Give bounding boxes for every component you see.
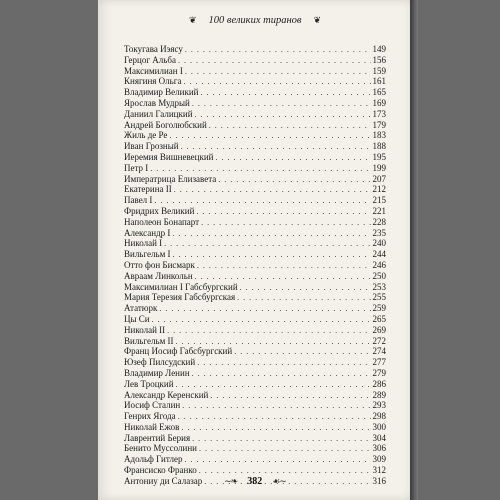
- left-ornament-icon: ❦: [188, 14, 197, 25]
- toc-leader-dots: [173, 250, 371, 261]
- toc-entry: [124, 44, 386, 55]
- toc-entry: [124, 346, 386, 357]
- toc-entry: [124, 174, 386, 185]
- toc-entry: [124, 66, 386, 77]
- toc-entry-name: Максимилиан I Габсбургский: [124, 281, 238, 292]
- toc-entry-page: 169: [372, 97, 386, 108]
- footer-right-ornament-icon: ☙∼: [272, 475, 286, 486]
- toc-entry: [124, 282, 386, 293]
- toc-entry: [124, 120, 386, 131]
- toc-leader-dots: [210, 391, 370, 402]
- page-footer: [98, 472, 412, 488]
- toc-leader-dots: [152, 315, 371, 326]
- toc-leader-dots: [192, 99, 371, 110]
- toc-entry-page: 235: [372, 227, 386, 238]
- toc-entry-page: 207: [372, 173, 386, 184]
- toc-entry-page: 298: [372, 411, 386, 422]
- toc-leader-dots: [185, 455, 371, 466]
- toc-entry-name: Княгиня Ольга: [124, 76, 182, 87]
- toc-entry-name: Лев Троцкий: [124, 378, 174, 389]
- toc-entry-page: 228: [372, 216, 386, 227]
- toc-entry-page: 253: [372, 281, 386, 292]
- toc-entry-page: 306: [372, 443, 386, 454]
- toc-leader-dots: [172, 229, 370, 240]
- toc-entry-page: 149: [372, 44, 386, 54]
- toc-entry-page: 289: [372, 389, 386, 400]
- toc-entry-page: 279: [372, 367, 386, 378]
- toc-entry-page: 215: [372, 195, 386, 206]
- toc-leader-dots: [182, 401, 370, 412]
- toc-entry-page: 293: [372, 400, 386, 411]
- toc-entry: [124, 271, 386, 282]
- toc-leader-dots: [185, 45, 371, 56]
- toc-entry-page: 156: [372, 54, 386, 65]
- toc-entry-name: Максимилиан I: [124, 65, 183, 76]
- toc-entry-name: Николай II: [124, 324, 166, 335]
- toc-entry-name: Императрица Елизавета: [124, 173, 217, 184]
- running-header-title: 100 великих тиранов: [208, 14, 302, 26]
- book-page: [98, 0, 412, 500]
- toc-entry-name: Александр Керенский: [124, 389, 209, 400]
- toc-entry-name: Генрих Ягода: [124, 411, 176, 422]
- toc-entry-name: Герцог Альба: [124, 54, 176, 65]
- toc-entry: [124, 98, 386, 109]
- toc-entry-page: 250: [372, 270, 386, 281]
- footer-left-ornament-icon: ∼❧: [224, 475, 238, 486]
- toc-leader-dots: [192, 369, 371, 380]
- toc-entry-name: Вильгельм I: [124, 249, 171, 260]
- toc-entry: [124, 411, 386, 422]
- toc-entry-name: Жиль де Ре: [124, 130, 168, 141]
- toc-entry-page: 272: [372, 335, 386, 346]
- toc-entry-name: Ярослав Мудрый: [124, 97, 190, 108]
- toc-leader-dots: [178, 412, 371, 423]
- toc-entry: [124, 443, 386, 454]
- toc-entry-page: 183: [372, 130, 386, 141]
- page-edge-shadow: [410, 0, 418, 500]
- toc-leader-dots: [218, 175, 370, 186]
- toc-entry-page: 221: [372, 205, 386, 216]
- toc-entry: [124, 152, 386, 163]
- toc-entry-name: Юзеф Пилсудский: [124, 357, 196, 368]
- toc-entry-page: 312: [372, 465, 386, 476]
- toc-entry-name: Владимир Ленин: [124, 367, 190, 378]
- toc-entry: [124, 357, 386, 368]
- toc-leader-dots: [185, 67, 371, 78]
- toc-entry-page: 265: [372, 313, 386, 324]
- toc-entry-name: Франц Иосиф Габсбургский: [124, 346, 233, 357]
- toc-entry-name: Иосиф Сталин: [124, 400, 181, 411]
- toc-leader-dots: [178, 56, 371, 67]
- toc-entry-page: 300: [372, 421, 386, 432]
- toc-leader-dots: [237, 293, 370, 304]
- toc-entry-name: Екатерина II: [124, 184, 172, 195]
- toc-entry: [124, 195, 386, 206]
- toc-leader-dots: [240, 283, 371, 294]
- toc-entry: [124, 109, 386, 120]
- toc-entry-page: 212: [372, 184, 386, 195]
- toc-entry: [124, 292, 386, 303]
- toc-leader-dots: [199, 444, 371, 455]
- toc-entry-page: 286: [372, 378, 386, 389]
- toc-entry-page: 195: [372, 151, 386, 162]
- toc-leader-dots: [234, 347, 370, 358]
- toc-leader-dots: [196, 207, 370, 218]
- toc-entry: [124, 55, 386, 66]
- table-of-contents: [124, 44, 386, 487]
- toc-entry-page: 173: [372, 108, 386, 119]
- toc-leader-dots: [183, 77, 370, 88]
- toc-entry: [124, 76, 386, 87]
- toc-entry-page: 165: [372, 87, 386, 98]
- toc-entry-name: Петр I: [124, 162, 149, 173]
- toc-entry-name: Вильгельм II: [124, 335, 174, 346]
- toc-entry-page: 309: [372, 454, 386, 465]
- toc-entry-name: Владимир Великий: [124, 87, 199, 98]
- toc-entry: [124, 433, 386, 444]
- toc-entry-page: 269: [372, 324, 386, 335]
- toc-entry-page: 316: [372, 475, 386, 486]
- toc-entry-page: 246: [372, 259, 386, 270]
- toc-entry-name: Адольф Гитлер: [124, 454, 183, 465]
- toc-entry-name: Мария Терезия Габсбургская: [124, 292, 236, 303]
- toc-entry: [124, 163, 386, 174]
- toc-entry-name: Ататюрк: [124, 303, 158, 314]
- toc-entry: [124, 303, 386, 314]
- toc-entry-name: Фридрих Великий: [124, 205, 195, 216]
- toc-entry: [124, 228, 386, 239]
- toc-entry-name: Александр I: [124, 227, 171, 238]
- toc-entry: [124, 260, 386, 271]
- toc-leader-dots: [197, 261, 371, 272]
- toc-entry-name: Франсиско Франко: [124, 465, 197, 476]
- toc-leader-dots: [201, 218, 370, 229]
- toc-entry: [124, 336, 386, 347]
- toc-entry: [124, 238, 386, 249]
- toc-entry-page: 277: [372, 357, 386, 368]
- toc-leader-dots: [197, 358, 370, 369]
- toc-entry-name: Николай Ежов: [124, 421, 180, 432]
- toc-entry-page: 255: [372, 292, 386, 303]
- page-number: 382: [247, 475, 263, 487]
- toc-leader-dots: [159, 304, 370, 315]
- toc-entry-name: Токугава Иэясу: [124, 44, 183, 54]
- toc-entry: [124, 368, 386, 379]
- toc-leader-dots: [169, 131, 370, 142]
- toc-entry: [124, 184, 386, 195]
- toc-entry-page: 244: [372, 249, 386, 260]
- toc-entry-name: Иван Грозный: [124, 141, 179, 152]
- toc-leader-dots: [164, 239, 370, 250]
- toc-entry-name: Бенито Муссолини: [124, 443, 197, 454]
- toc-leader-dots: [195, 110, 371, 121]
- toc-entry: [124, 206, 386, 217]
- toc-entry: [124, 87, 386, 98]
- toc-entry: [124, 454, 386, 465]
- toc-entry-name: Антониу ди Салазар: [124, 475, 203, 486]
- toc-entry-name: Иеремия Вишневецкий: [124, 151, 214, 162]
- toc-entry: [124, 400, 386, 411]
- toc-leader-dots: [181, 423, 370, 434]
- toc-entry-page: 240: [372, 238, 386, 249]
- toc-entry-page: 179: [372, 119, 386, 130]
- toc-entry-name: Андрей Боголюбский: [124, 119, 207, 130]
- toc-entry: [124, 141, 386, 152]
- toc-entry-name: Наполеон Бонапарт: [124, 216, 200, 227]
- toc-entry-page: 161: [372, 76, 386, 87]
- running-header: [98, 11, 412, 27]
- toc-entry-name: Лаврентий Берия: [124, 432, 191, 443]
- toc-entry-name: Авраам Линкольн: [124, 270, 193, 281]
- toc-entry: [124, 325, 386, 336]
- toc-leader-dots: [215, 153, 370, 164]
- toc-leader-dots: [167, 326, 370, 337]
- right-ornament-icon: ❦: [313, 14, 322, 25]
- toc-entry-page: 188: [372, 141, 386, 152]
- toc-entry-page: 304: [372, 432, 386, 443]
- toc-entry-page: 259: [372, 303, 386, 314]
- toc-leader-dots: [200, 88, 370, 99]
- toc-entry-name: Отто фон Бисмарк: [124, 259, 195, 270]
- toc-entry: [124, 249, 386, 260]
- toc-leader-dots: [209, 121, 371, 132]
- toc-entry-page: 274: [372, 346, 386, 357]
- toc-entry-name: Цы Си: [124, 313, 150, 324]
- toc-entry: [124, 390, 386, 401]
- toc-entry: [124, 314, 386, 325]
- toc-entry-name: Павел I: [124, 195, 153, 206]
- toc-entry-page: 159: [372, 65, 386, 76]
- toc-entry-name: Николай I: [124, 238, 163, 249]
- toc-entry: [124, 130, 386, 141]
- toc-entry-name: Даниил Галицкий: [124, 108, 193, 119]
- toc-leader-dots: [174, 185, 371, 196]
- toc-entry: [124, 379, 386, 390]
- toc-entry: [124, 217, 386, 228]
- toc-entry: [124, 422, 386, 433]
- toc-entry-page: 199: [372, 162, 386, 173]
- toc-leader-dots: [192, 434, 370, 445]
